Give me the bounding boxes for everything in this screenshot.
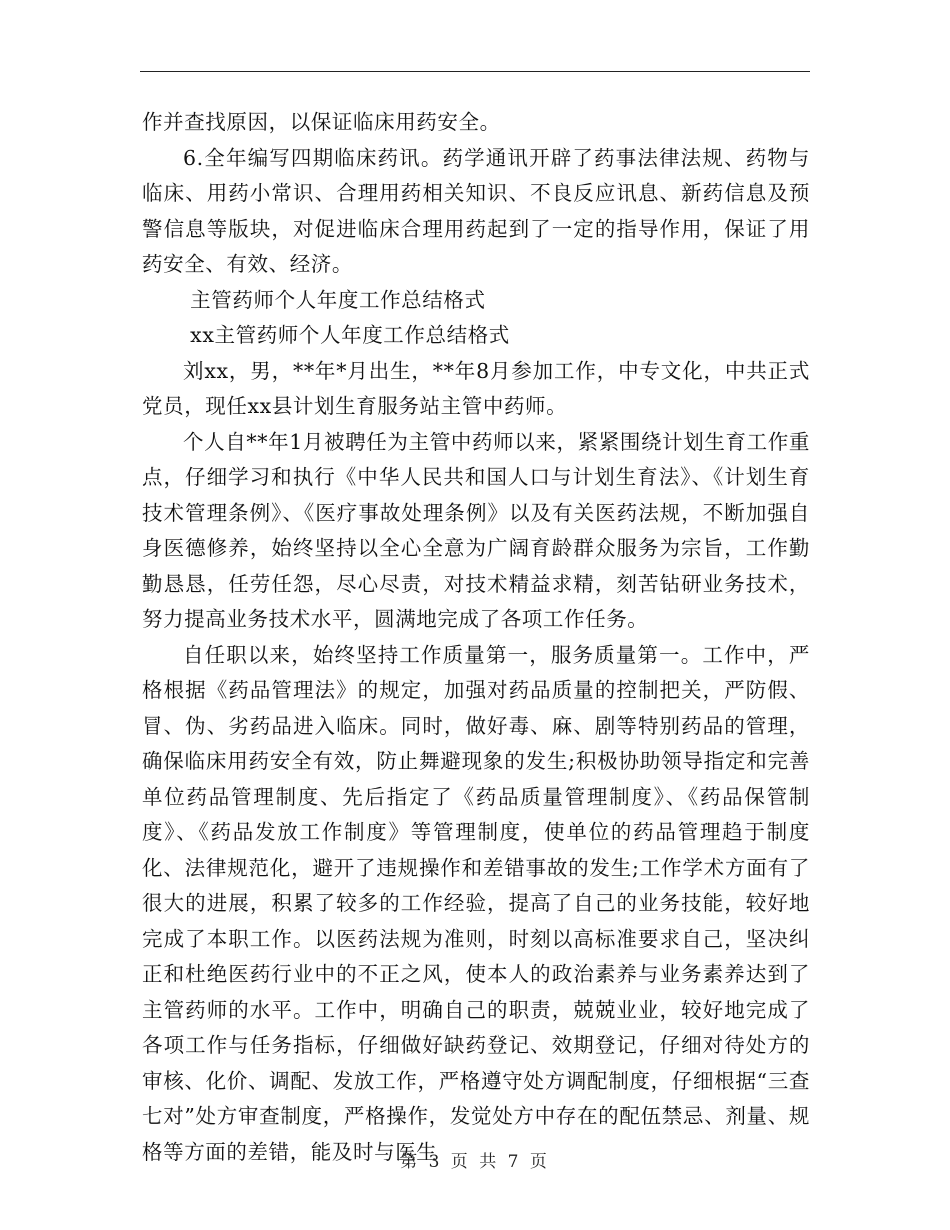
page-number: 第 3 页 共 7 页	[400, 1152, 550, 1172]
paragraph-profile: 刘xx，男，**年*月出生，**年8月参加工作，中专文化，中共正式党员，现任xx县计划生育服务站主管中药师。	[142, 358, 810, 418]
header-rule	[140, 71, 810, 72]
section-title: 主管药师个人年度工作总结格式	[190, 287, 486, 312]
document-body	[142, 105, 810, 1170]
paragraph-appointment: 个人自**年1月被聘任为主管中药师以来，紧紧围绕计划生育工作重点，仔细学习和执行《中华人民共和国人口与计划生育法》、《计划生育技术管理条例》、《医疗事故处理条例》以及有关医药法规，不断加强自身医德修养，始终坚持以全心全意为广阔育龄群众服务为宗旨，工作勤勤恳恳，任劳任怨，尽心尽责，对技术精益求精，刻苦钻研业务技术，努力提高业务技术水平，圆满地完成了各项工作任务。	[142, 429, 810, 631]
paragraph-item-6: 6.全年编写四期临床药讯。药学通讯开辟了药事法律法规、药物与临床、用药小常识、合理用药相关知识、不良反应讯息、新药信息及预警信息等版块，对促进临床合理用药起到了一定的指导作用，保证了用药安全、有效、经济。	[142, 145, 810, 276]
paragraph-continuation: 作并查找原因，以保证临床用药安全。	[142, 110, 501, 134]
paragraph-work-quality: 自任职以来，始终坚持工作质量第一，服务质量第一。工作中，严格根据《药品管理法》的规定，加强对药品质量的控制把关，严防假、冒、伪、劣药品进入临床。同时，做好毒、麻、剧等特别药品的管理，确保临床用药安全有效，防止舞避现象的发生;积极协助领导指定和完善单位药品管理制度、先后指定了《药品质量管理制度》、《药品保管制度》、《药品发放工作制度》等管理制度，使单位的药品管理趋于制度化、法律规范化，避开了违规操作和差错事故的发生;工作学术方面有了很大的进展，积累了较多的工作经验，提高了自己的业务技能，较好地完成了本职工作。以医药法规为准则，时刻以高标准要求自己，坚决纠正和杜绝医药行业中的不正之风，使本人的政治素养与业务素养达到了主管药师的水平。工作中，明确自己的职责，兢兢业业，较好地完成了各项工作与任务指标，仔细做好缺药登记、效期登记，仔细对待处方的审核、化价、调配、发放工作，严格遵守处方调配制度，仔细根据“三查七对”处方审查制度，严格操作，发觉处方中存在的配伍禁忌、剂量、规格等方面的差错，能及时与医生	[142, 642, 810, 1164]
section-subtitle: xx主管药师个人年度工作总结格式	[190, 323, 510, 347]
